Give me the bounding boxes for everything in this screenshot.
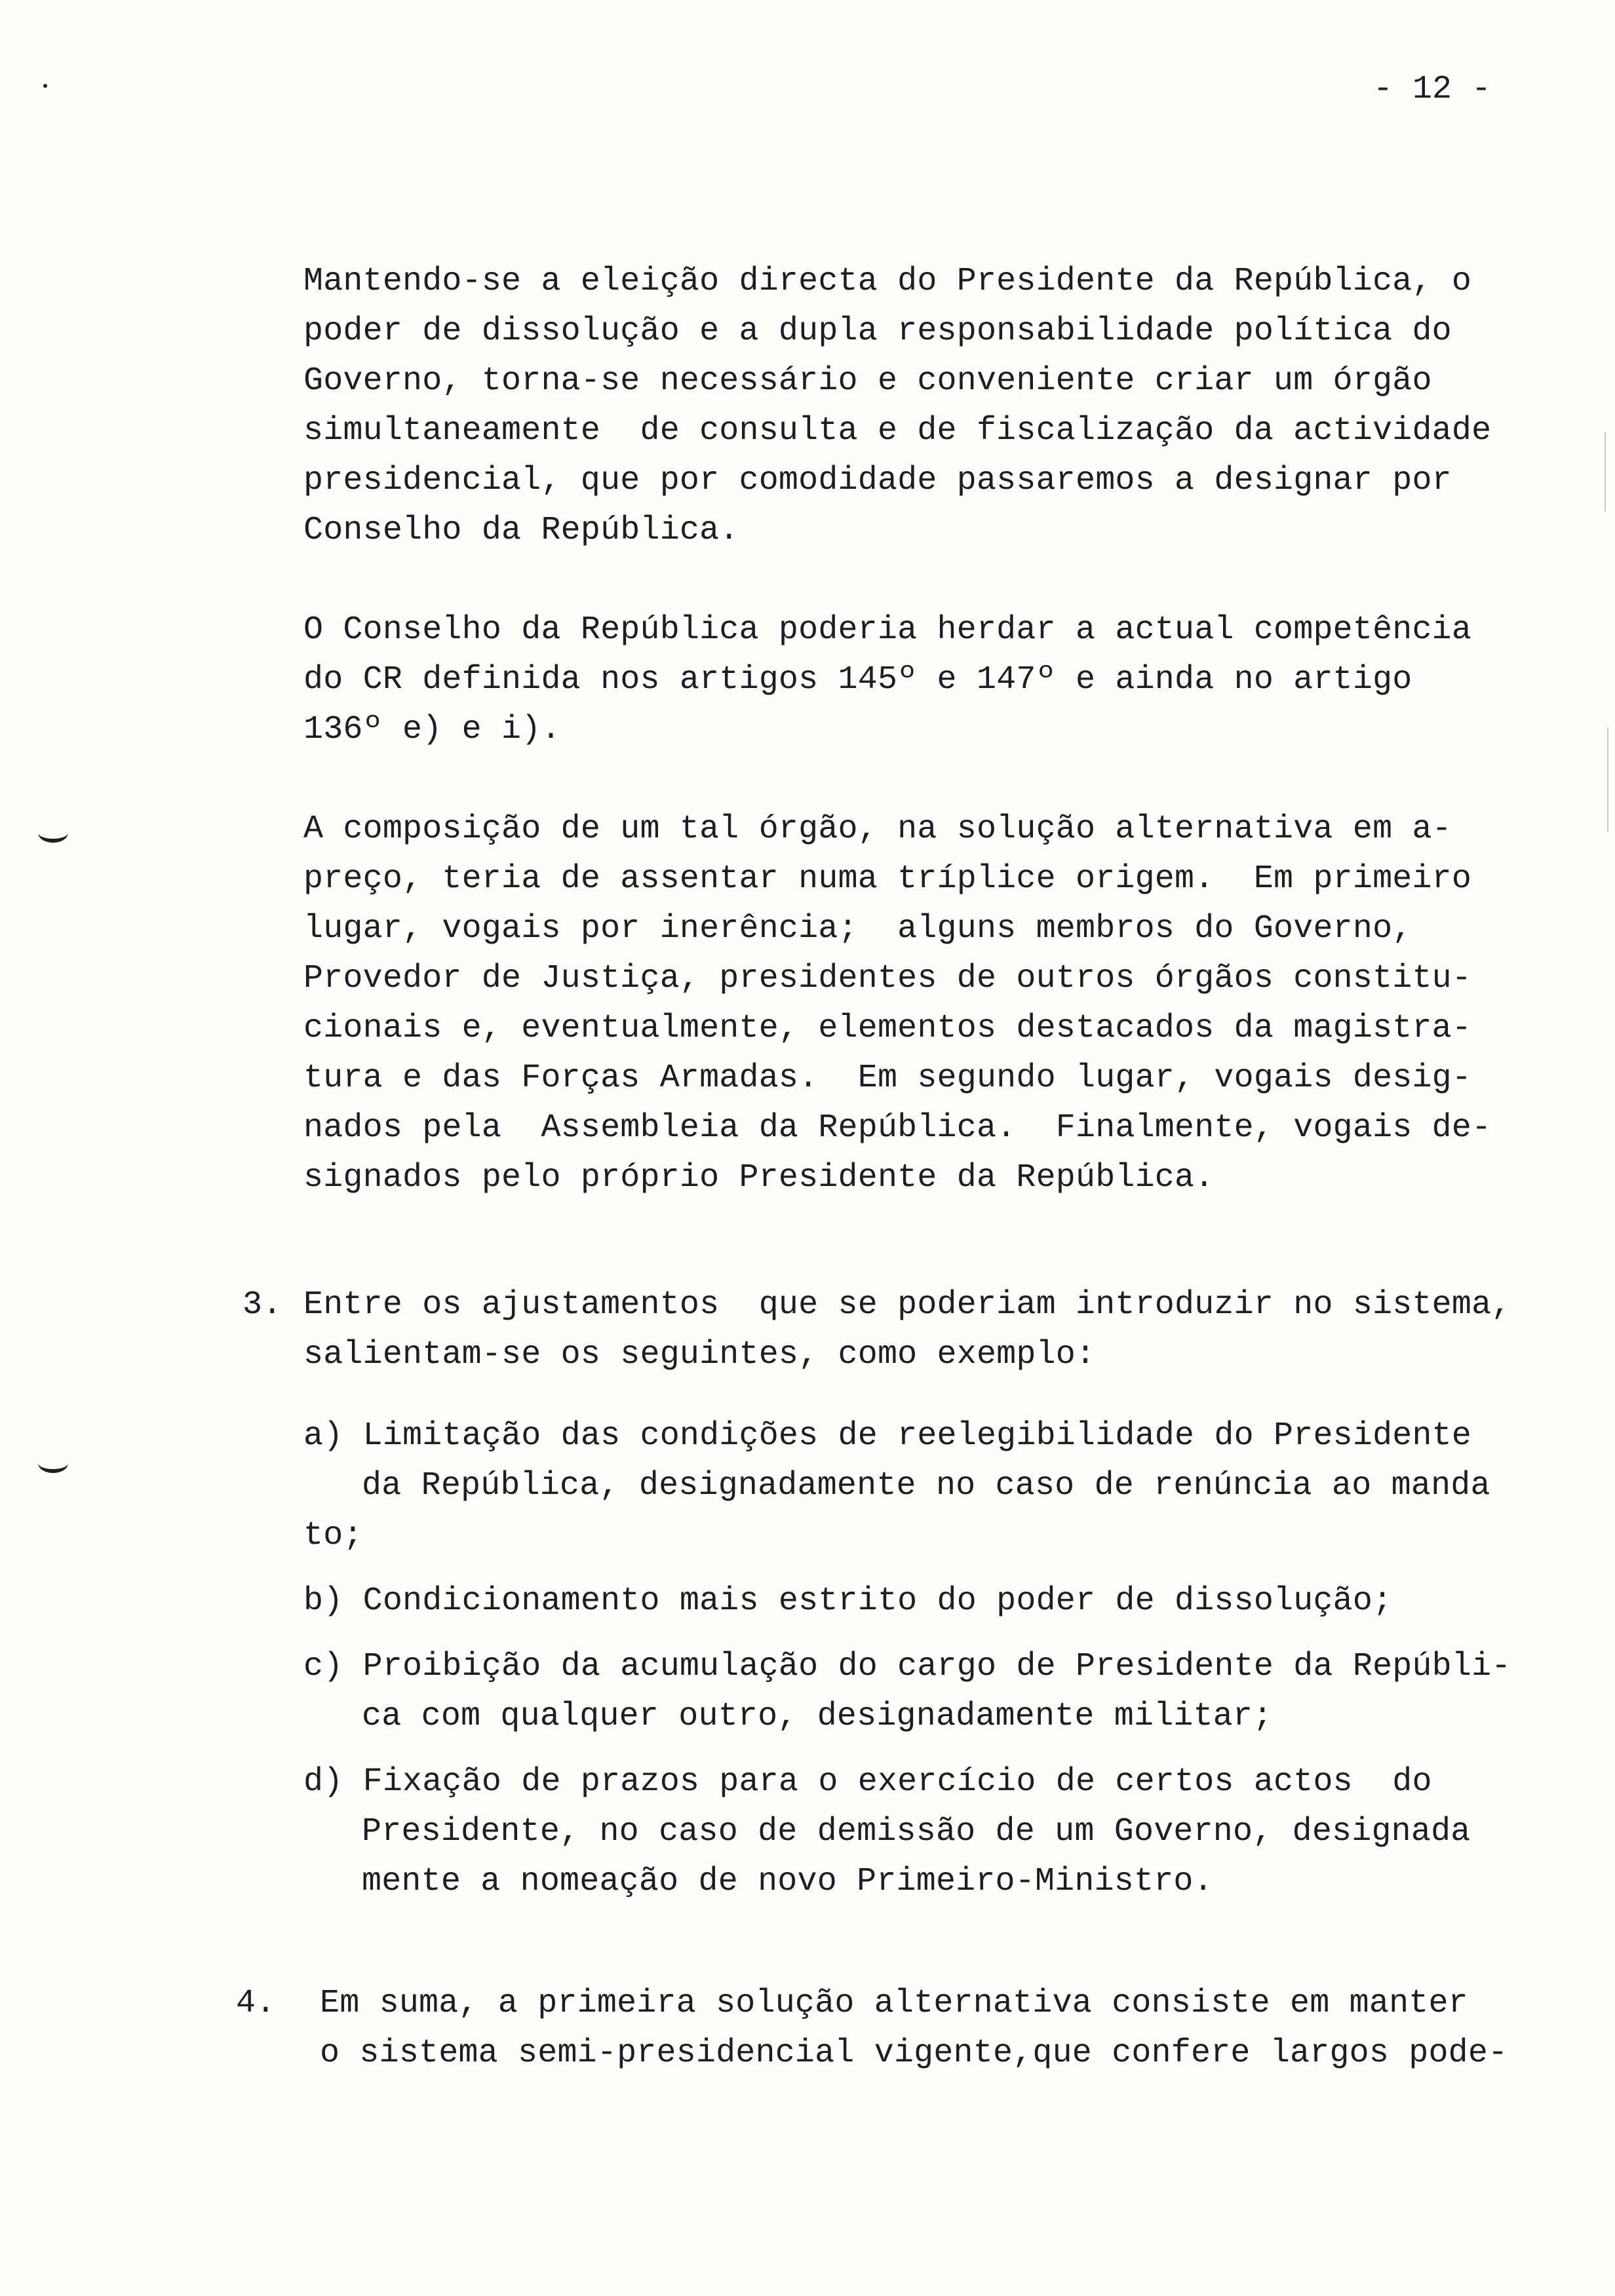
paragraph-1-line: Mantendo-se a eleição directa do Presidente da República, o — [303, 263, 1472, 300]
list-item-a-line: a) Limitação das condições de reelegibilidade do Presidente — [303, 1417, 1472, 1455]
paragraph-1-line: Conselho da República. — [303, 512, 739, 549]
paragraph-3-line: A composição de um tal órgão, na solução alternativa em a- — [303, 811, 1452, 848]
scan-edge-line — [1607, 727, 1608, 832]
section-number: 4. — [236, 1985, 276, 2022]
list-item-c-line: ca com qualquer outro, designadamente militar; — [362, 1698, 1273, 1735]
margin-binding-mark — [38, 1453, 68, 1473]
list-item-d-line: d) Fixação de prazos para o exercício de certos actos do — [303, 1763, 1432, 1801]
paragraph-1-line: simultaneamente de consulta e de fiscalização da actividade — [303, 412, 1492, 450]
scan-edge-line — [1605, 432, 1606, 511]
section-3-intro-line: salientam-se os seguintes, como exemplo: — [303, 1336, 1096, 1373]
paragraph-3-line: preço, teria de assentar numa tríplice origem. Em primeiro — [303, 860, 1472, 898]
section-4-line: Em suma, a primeira solução alternativa consiste em manter — [320, 1985, 1468, 2022]
list-item-b-line: b) Condicionamento mais estrito do poder de dissolução; — [303, 1582, 1393, 1620]
paragraph-2-line: 136º e) e i). — [303, 711, 561, 748]
list-item-a-line: to; — [303, 1517, 363, 1554]
paragraph-1-line: Governo, torna-se necessário e conveniente criar um órgão — [303, 362, 1432, 400]
paragraph-1-line: poder de dissolução e a dupla responsabilidade política do — [303, 313, 1452, 350]
paragraph-3-line: cionais e, eventualmente, elementos destacados da magistra- — [303, 1010, 1472, 1047]
paragraph-3-line: signados pelo próprio Presidente da República. — [303, 1159, 1215, 1196]
paragraph-2-line: O Conselho da República poderia herdar a actual competência — [303, 611, 1472, 649]
margin-binding-mark — [38, 823, 68, 843]
list-item-d-line: Presidente, no caso de demissão de um Governo, designada — [362, 1813, 1471, 1850]
section-3-intro-line: Entre os ajustamentos que se poderiam introduzir no sistema, — [303, 1286, 1511, 1324]
paragraph-1-line: presidencial, que por comodidade passaremos a designar por — [303, 462, 1452, 499]
paragraph-3-line: Provedor de Justiça, presidentes de outros órgãos constitu- — [303, 960, 1472, 997]
paragraph-3-line: nados pela Assembleia da República. Finalmente, vogais de- — [303, 1109, 1492, 1147]
section-number: 3. — [243, 1286, 282, 1324]
page-number: - 12 - — [1373, 71, 1492, 108]
paragraph-2-line: do CR definida nos artigos 145º e 147º e ainda no artigo — [303, 661, 1412, 698]
scan-speck — [43, 84, 47, 88]
paragraph-3-line: lugar, vogais por inerência; alguns membros do Governo, — [303, 910, 1412, 947]
paragraph-3-line: tura e das Forças Armadas. Em segundo lugar, vogais desig- — [303, 1060, 1472, 1097]
list-item-d-line: mente a nomeação de novo Primeiro-Ministro. — [362, 1863, 1213, 1900]
section-4-line: o sistema semi-presidencial vigente,que confere largos pode- — [320, 2035, 1508, 2072]
list-item-a-line: da República, designadamente no caso de renúncia ao manda — [362, 1467, 1490, 1504]
list-item-c-line: c) Proibição da acumulação do cargo de Presidente da Repúbli- — [303, 1648, 1511, 1685]
